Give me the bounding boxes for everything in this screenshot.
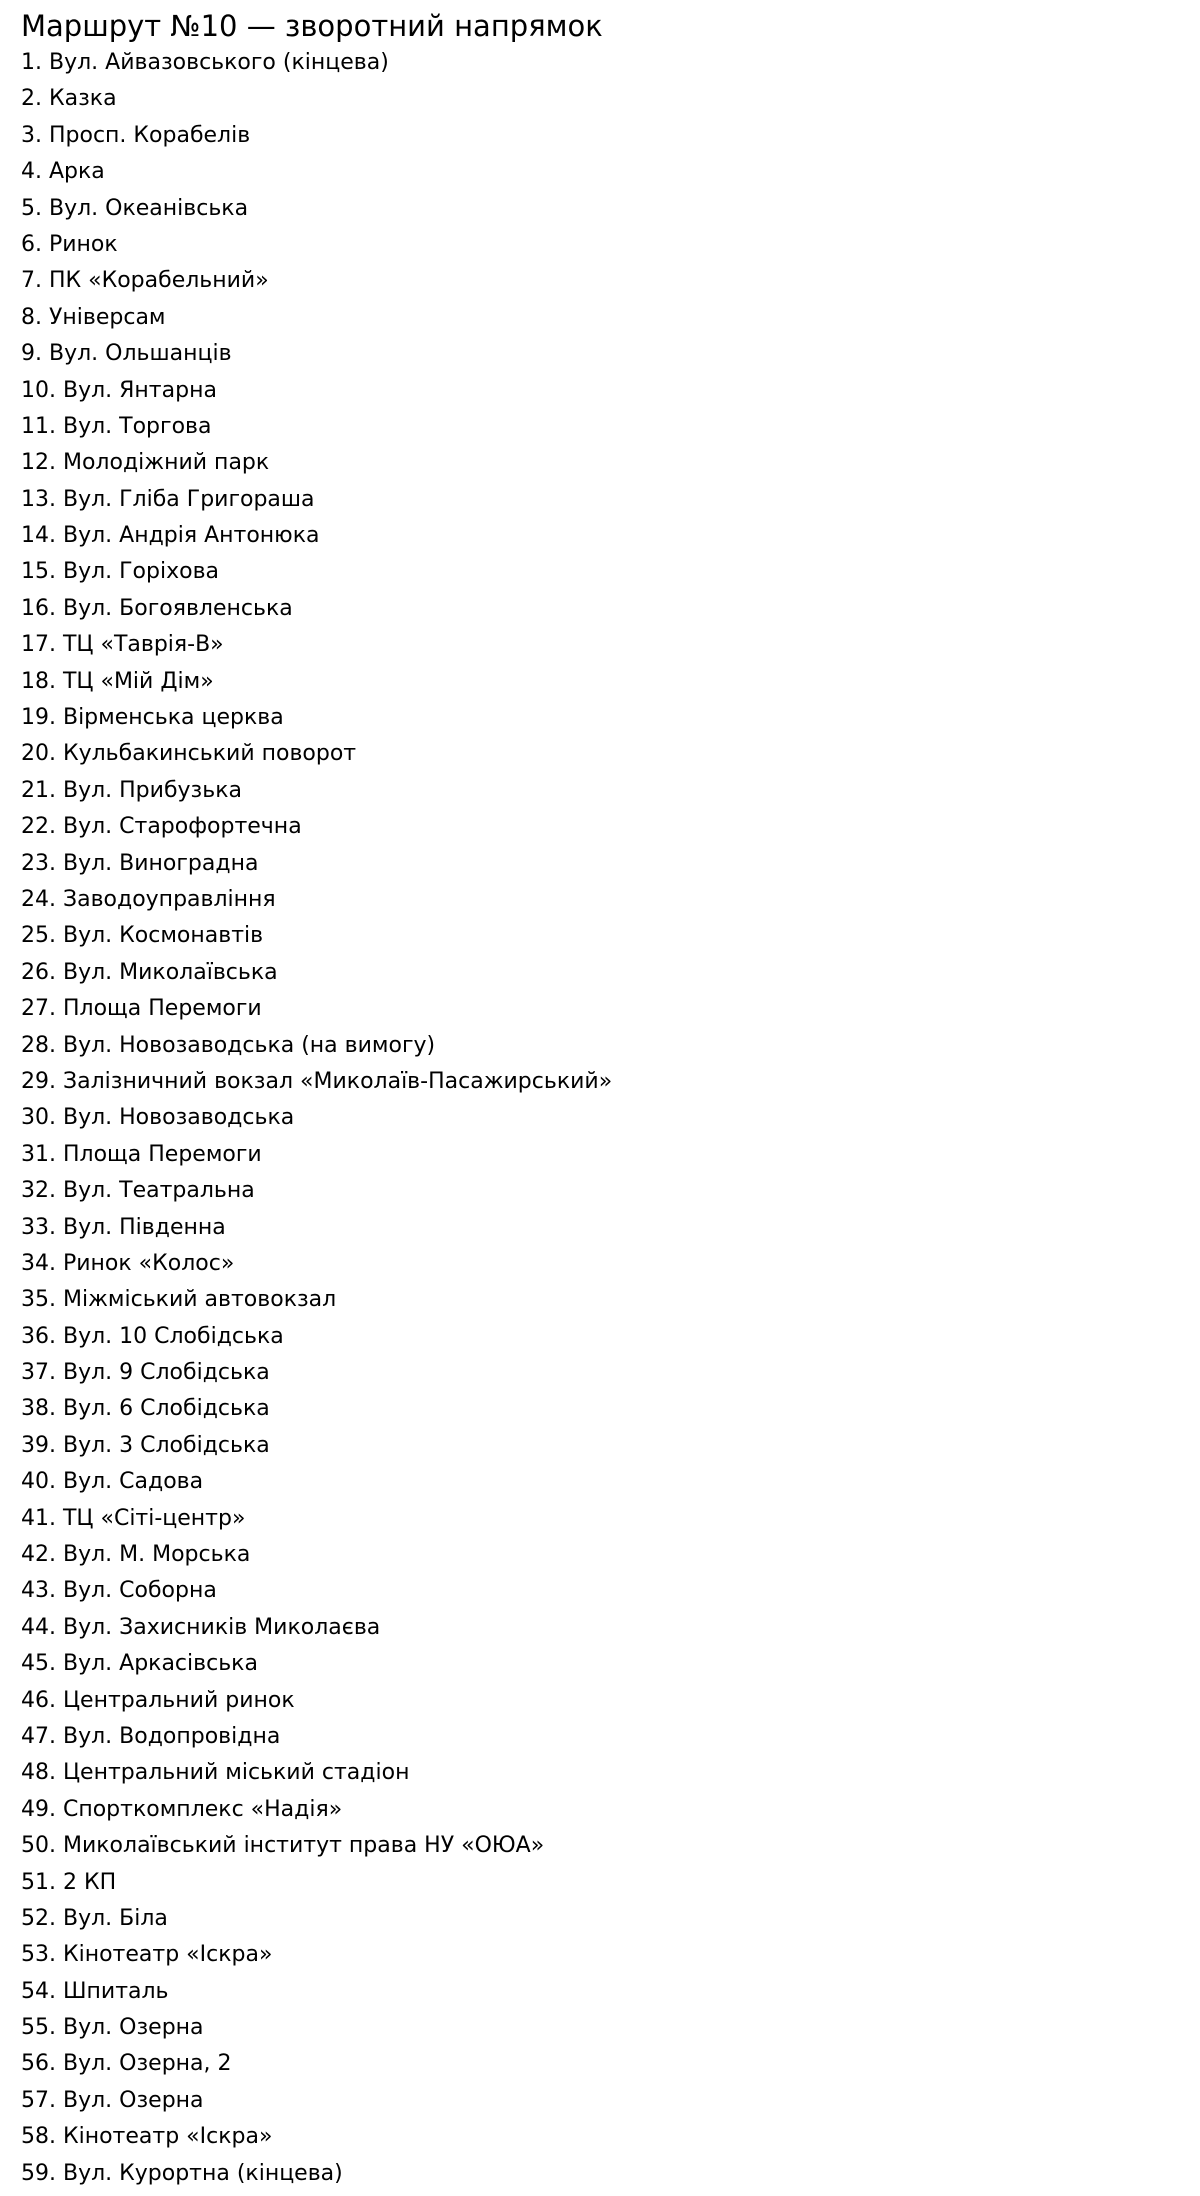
list-item: 22. Вул. Старофортечна [21,814,302,840]
list-item: 51. 2 КП [21,1869,117,1895]
list-item: 59. Вул. Курортна (кінцева) [21,2160,343,2186]
list-item: 36. Вул. 10 Слобідська [21,1323,284,1349]
list-item: 39. Вул. 3 Слобідська [21,1432,270,1458]
list-item: 9. Вул. Ольшанців [21,341,232,367]
list-item: 53. Кінотеатр «Іскра» [21,1942,273,1968]
list-item: 26. Вул. Миколаївська [21,959,278,985]
list-item: 40. Вул. Садова [21,1469,204,1495]
list-item: 12. Молодіжний парк [21,450,270,476]
list-item: 7. ПК «Корабельний» [21,268,269,294]
list-item: 6. Ринок [21,231,118,257]
list-item: 18. ТЦ «Мій Дім» [21,668,214,694]
list-item: 2. Казка [21,86,117,112]
page-title: Маршрут №10 — зворотний напрямок [21,9,603,43]
list-item: 29. Залізничний вокзал «Миколаїв-Пасажирський» [21,1068,613,1094]
list-item: 32. Вул. Театральна [21,1178,255,1204]
list-item: 21. Вул. Прибузька [21,777,242,803]
list-item: 11. Вул. Торгова [21,413,212,439]
list-item: 50. Миколаївський інститут права НУ «ОЮА» [21,1833,545,1859]
list-item: 57. Вул. Озерна [21,2087,204,2113]
list-item: 58. Кінотеатр «Іскра» [21,2124,273,2150]
list-item: 31. Площа Перемоги [21,1141,262,1167]
list-item: 52. Вул. Біла [21,1905,168,1931]
list-item: 20. Кульбакинський поворот [21,741,357,767]
list-item: 41. ТЦ «Сіті-центр» [21,1505,246,1531]
list-item: 45. Вул. Аркасівська [21,1651,258,1677]
list-item: 24. Заводоуправління [21,886,276,912]
list-item: 56. Вул. Озерна, 2 [21,2051,232,2077]
list-item: 33. Вул. Південна [21,1214,226,1240]
list-item: 49. Спорткомплекс «Надія» [21,1796,343,1822]
list-item: 38. Вул. 6 Слобідська [21,1396,270,1422]
list-item: 28. Вул. Новозаводська (на вимогу) [21,1032,436,1058]
list-item: 30. Вул. Новозаводська [21,1105,295,1131]
list-item: 16. Вул. Богоявленська [21,595,293,621]
stops-list [21,45,1200,2192]
list-item: 14. Вул. Андрія Антонюка [21,523,320,549]
list-item: 42. Вул. М. Морська [21,1542,251,1568]
list-item: 35. Міжміський автовокзал [21,1287,337,1313]
list-item: 4. Арка [21,159,105,185]
list-item: 13. Вул. Гліба Григораша [21,486,315,512]
list-item: 10. Вул. Янтарна [21,377,217,403]
list-item: 55. Вул. Озерна [21,2015,204,2041]
list-item: 3. Просп. Корабелів [21,122,251,148]
list-item: 19. Вірменська церква [21,705,284,731]
list-item: 15. Вул. Горіхова [21,559,220,585]
list-item: 1. Вул. Айвазовського (кінцева) [21,50,389,75]
list-item: 5. Вул. Океанівська [21,195,249,221]
list-item: 48. Центральний міський стадіон [21,1760,410,1786]
list-item: 25. Вул. Космонавтів [21,923,264,949]
list-item: 43. Вул. Соборна [21,1578,217,1604]
list-item: 54. Шпиталь [21,1978,169,2004]
list-item: 23. Вул. Виноградна [21,850,259,876]
list-item: 44. Вул. Захисників Миколаєва [21,1614,381,1640]
list-item: 8. Універсам [21,304,166,330]
list-item: 34. Ринок «Колос» [21,1250,235,1276]
list-item: 17. ТЦ «Таврія-В» [21,632,224,658]
list-item: 46. Центральний ринок [21,1687,295,1713]
list-item: 37. Вул. 9 Слобідська [21,1360,270,1386]
list-item: 27. Площа Перемоги [21,996,262,1022]
list-item: 47. Вул. Водопровідна [21,1723,281,1749]
